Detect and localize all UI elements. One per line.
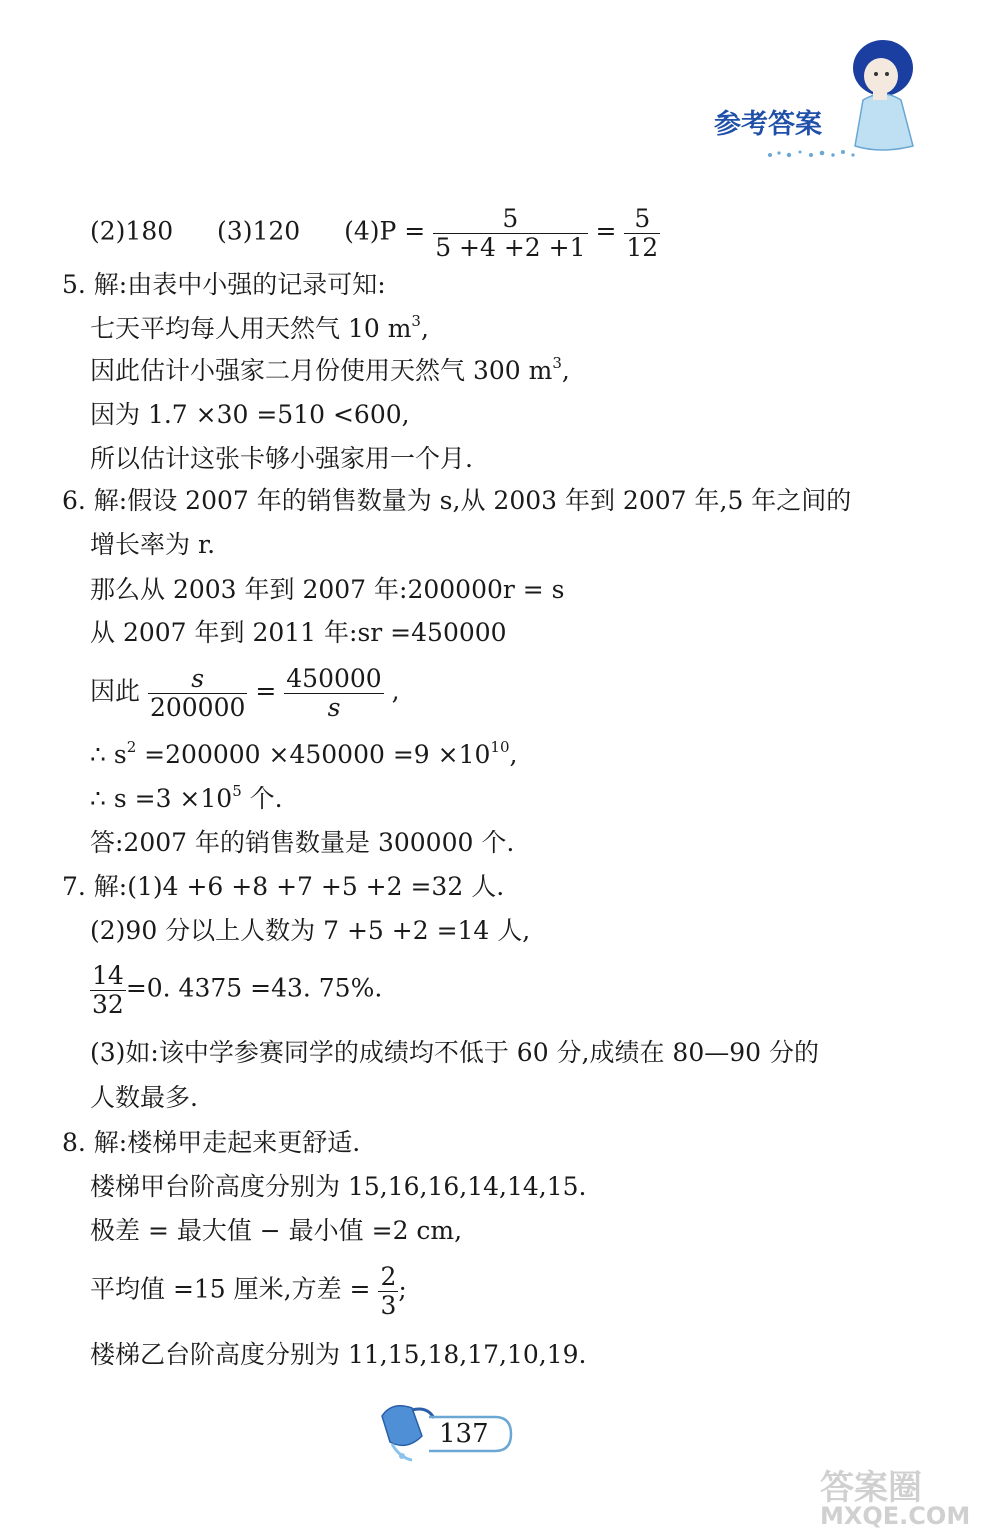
page-number-badge xyxy=(425,1413,513,1455)
q8-line-1: 8. 解:楼梯甲走起来更舒适. xyxy=(62,1128,361,1157)
q6-line-7 xyxy=(90,784,283,814)
header-dots-decoration xyxy=(765,144,860,156)
q6-line-5 xyxy=(90,665,400,721)
fraction-left xyxy=(148,665,247,721)
superscript: 10 xyxy=(490,738,510,756)
q8-line-4 xyxy=(90,1263,407,1319)
page-number: 137 xyxy=(439,1419,489,1449)
superscript: 3 xyxy=(552,354,562,372)
q6-line-5-end: , xyxy=(391,676,400,706)
fraction-denominator: 12 xyxy=(626,232,659,262)
answer-4-part-3: (3)120 xyxy=(217,216,301,246)
fraction-numerator: 5 xyxy=(634,204,651,233)
q5-line-5: 所以估计这张卡够小强家用一个月. xyxy=(90,444,473,473)
q7-line-2: (2)90 分以上人数为 7 +5 +2 =14 人, xyxy=(90,916,531,945)
fraction-numerator: 5 xyxy=(502,204,519,233)
q6-line-4: 从 2007 年到 2011 年:sr =450000 xyxy=(90,618,507,647)
fraction-numerator: 14 xyxy=(92,961,124,990)
superscript: 5 xyxy=(232,782,242,800)
q6-line-2: 增长率为 r. xyxy=(90,530,216,559)
q7-line-3 xyxy=(90,962,382,1018)
fraction-14-32 xyxy=(90,962,126,1018)
fraction-numerator: 450000 xyxy=(286,664,382,693)
q6-line-6-b: =200000 ×450000 =9 ×10 xyxy=(136,740,491,769)
answer-4-part-4-label: (4)P = xyxy=(344,216,426,246)
q8-line-3: 极差 = 最大值 − 最小值 =2 cm, xyxy=(90,1216,463,1245)
q8-line-4-end: ; xyxy=(398,1274,407,1304)
q6-line-5-prefix: 因此 xyxy=(90,676,141,706)
q5-line-4: 因为 1.7 ×30 =510 <600, xyxy=(90,400,410,429)
watermark xyxy=(820,1460,990,1535)
fraction-denominator: 200000 xyxy=(149,692,246,722)
q6-line-6-a: ∴ s xyxy=(90,740,127,769)
q6-line-1: 6. 解:假设 2007 年的销售数量为 s,从 2003 年到 2007 年,5 年之间的 xyxy=(62,486,852,515)
fraction-denominator: s xyxy=(284,693,383,722)
answer-4-part-2: (2)180 xyxy=(90,216,174,246)
q8-line-2: 楼梯甲台阶高度分别为 15,16,16,14,14,15. xyxy=(90,1172,587,1201)
fraction-probability xyxy=(433,205,587,261)
watermark-text-top: 答案圈 xyxy=(820,1468,922,1508)
header-title: 参考答案 xyxy=(714,109,822,140)
q7-line-5: 人数最多. xyxy=(90,1083,198,1112)
q6-line-6-end: , xyxy=(509,740,518,769)
fraction-denominator: 5 +4 +2 +1 xyxy=(435,232,586,262)
fraction-denominator: 32 xyxy=(92,989,124,1019)
q7-line-4: (3)如:该中学参赛同学的成绩均不低于 60 分,成绩在 80—90 分的 xyxy=(90,1038,820,1067)
q6-line-7-a: ∴ s =3 ×10 xyxy=(90,784,233,813)
q7-line-1: 7. 解:(1)4 +6 +8 +7 +5 +2 =32 人. xyxy=(62,872,505,901)
q5-line-2-text: 七天平均每人用天然气 10 m xyxy=(90,314,412,343)
answer-4-parts xyxy=(90,205,660,261)
equals-sign: = xyxy=(595,216,617,246)
q5-line-1: 5. 解:由表中小强的记录可知: xyxy=(62,270,386,299)
fraction-denominator: 3 xyxy=(380,1290,397,1320)
fraction-numerator: 2 xyxy=(380,1262,397,1291)
fraction-result xyxy=(624,205,660,261)
q8-line-4-prefix: 平均值 =15 厘米,方差 = xyxy=(90,1274,371,1304)
q5-line-3-end: , xyxy=(561,356,570,385)
watermark-text-bottom: MXQE.COM xyxy=(820,1502,971,1530)
q5-line-2 xyxy=(90,314,429,344)
equals-sign: = xyxy=(255,676,277,706)
q6-line-8: 答:2007 年的销售数量是 300000 个. xyxy=(90,828,515,857)
q5-line-3 xyxy=(90,356,570,386)
q6-line-6 xyxy=(90,740,517,770)
q8-line-5: 楼梯乙台阶高度分别为 11,15,18,17,10,19. xyxy=(90,1340,587,1369)
fraction-numerator: s xyxy=(191,664,205,693)
q6-line-7-end: 个. xyxy=(241,784,283,813)
fraction-2-3 xyxy=(378,1263,398,1319)
q6-line-3: 那么从 2003 年到 2007 年:200000r = s xyxy=(90,575,565,604)
header-girl-illustration xyxy=(835,28,925,158)
superscript: 3 xyxy=(411,312,421,330)
q5-line-2-end: , xyxy=(420,314,429,343)
q7-line-3-rest: =0. 4375 =43. 75%. xyxy=(125,973,383,1003)
superscript: 2 xyxy=(126,738,137,756)
fraction-right xyxy=(284,665,383,721)
q5-line-3-text: 因此估计小强家二月份使用天然气 300 m xyxy=(90,356,553,385)
